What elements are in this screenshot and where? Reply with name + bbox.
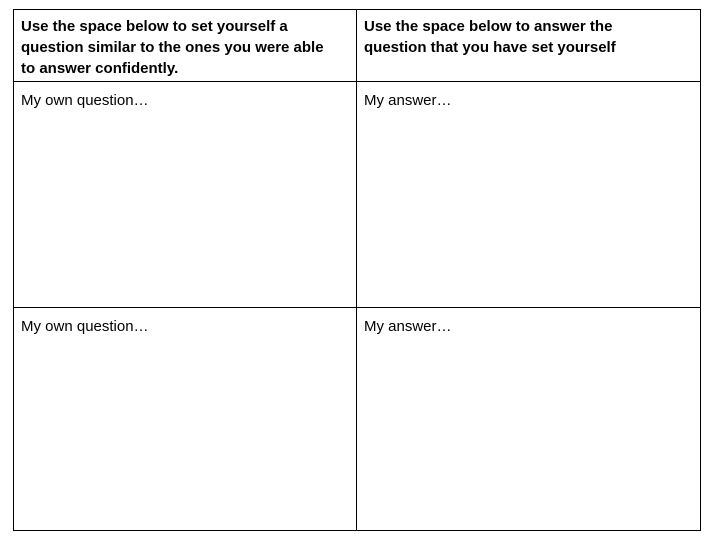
question-prompt-2: My own question… <box>21 318 149 335</box>
worksheet-table <box>13 9 701 531</box>
answer-prompt-2: My answer… <box>364 318 452 335</box>
header-right-text: Use the space below to answer the question that you have set yourself <box>364 18 616 56</box>
answer-prompt-1: My answer… <box>364 92 452 109</box>
question-box-2[interactable] <box>14 308 357 530</box>
answer-box-2[interactable] <box>357 308 700 530</box>
header-left-text: Use the space below to set yourself a question similar to the ones you were able to answer confidently. <box>21 18 324 77</box>
header-instruction-right <box>357 10 700 82</box>
question-box-1[interactable] <box>14 82 357 308</box>
header-instruction-left <box>14 10 357 82</box>
question-prompt-1: My own question… <box>21 92 149 109</box>
answer-box-1[interactable] <box>357 82 700 308</box>
